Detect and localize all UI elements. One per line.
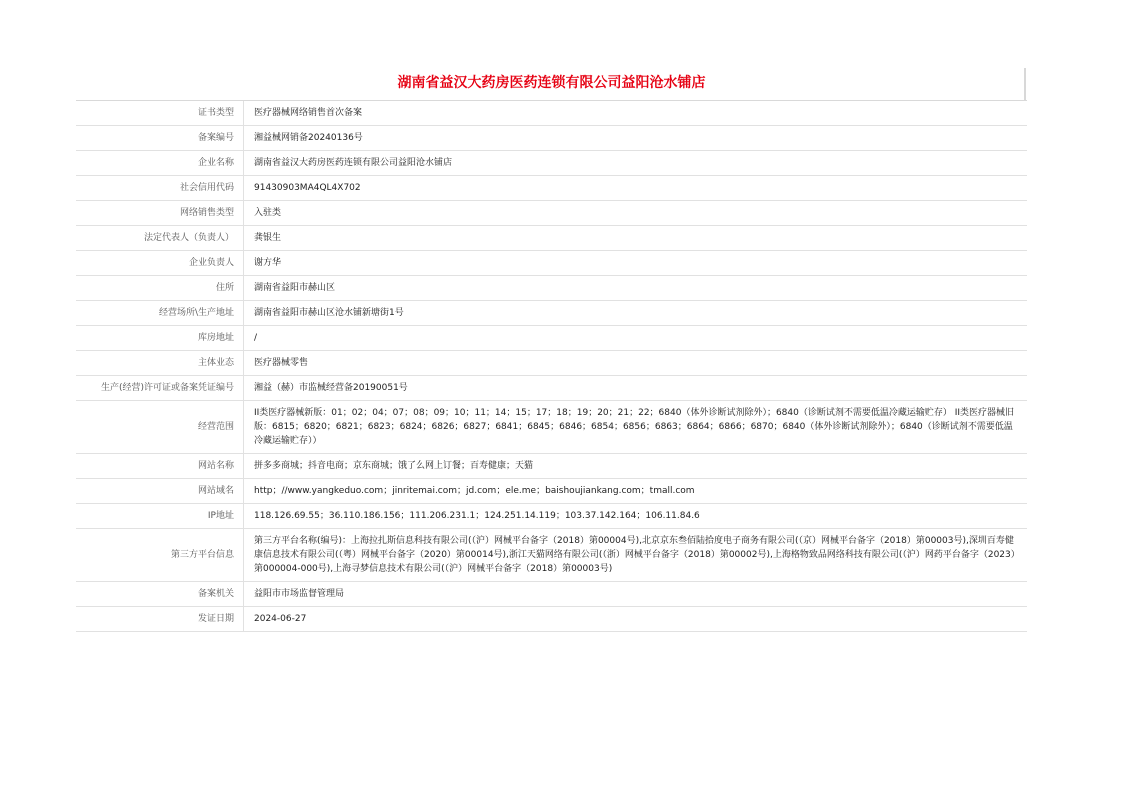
table-row: [76, 504, 1027, 529]
row-value: 118.126.69.55；36.110.186.156；111.206.231.1；124.251.14.119；103.37.142.164；106.11.84.6: [244, 504, 1028, 529]
row-value: 湖南省益阳市赫山区沧水铺新塘街1号: [244, 301, 1028, 326]
info-table: [76, 101, 1027, 632]
row-value: 谢方华: [244, 251, 1028, 276]
row-label: 发证日期: [76, 607, 244, 632]
row-value: 医疗器械网络销售首次备案: [244, 101, 1028, 126]
row-label: 主体业态: [76, 351, 244, 376]
row-label: 网站域名: [76, 479, 244, 504]
table-row: [76, 607, 1027, 632]
row-value: 医疗器械零售: [244, 351, 1028, 376]
row-label: 网站名称: [76, 454, 244, 479]
row-value: http；//www.yangkeduo.com；jinritemai.com；jd.com；ele.me；baishoujiankang.com；tmall.com: [244, 479, 1028, 504]
row-label: 住所: [76, 276, 244, 301]
row-label: 第三方平台信息: [76, 529, 244, 582]
row-label: 企业负责人: [76, 251, 244, 276]
row-label: 经营范围: [76, 401, 244, 454]
row-value: 入驻类: [244, 201, 1028, 226]
table-row: [76, 401, 1027, 454]
row-value: 湖南省益阳市赫山区: [244, 276, 1028, 301]
row-label: 库房地址: [76, 326, 244, 351]
row-value: 湘益（赫）市监械经营备20190051号: [244, 376, 1028, 401]
table-row: [76, 251, 1027, 276]
row-value: 2024-06-27: [244, 607, 1028, 632]
row-value: 拼多多商城；抖音电商；京东商城；饿了么网上订餐；百寿健康；天猫: [244, 454, 1028, 479]
row-label: 法定代表人（负责人）: [76, 226, 244, 251]
table-row: [76, 226, 1027, 251]
row-label: 证书类型: [76, 101, 244, 126]
scrollbar[interactable]: [1024, 68, 1026, 100]
table-row: [76, 151, 1027, 176]
table-row: [76, 301, 1027, 326]
row-value: 第三方平台名称(编号)：上海拉扎斯信息科技有限公司(（沪）网械平台备字（2018）第00004号),北京京东叁佰陆拾度电子商务有限公司(（京）网械平台备字（2018）第00003号),深圳百寿健康信息技术有限公司(（粤）网械平台备字（2020）第00014号),浙江天猫网络有限公司(（浙）网械平台备字（2018）第00002号),上海格物致品网络科技有限公司(（沪）网药平台备字（2023）第000004-000号),上海寻梦信息技术有限公司(（沪）网械平台备字（2018）第00003号): [244, 529, 1028, 582]
row-value: 91430903MA4QL4X702: [244, 176, 1028, 201]
table-row: [76, 376, 1027, 401]
table-row: [76, 201, 1027, 226]
table-row: [76, 479, 1027, 504]
table-row: [76, 351, 1027, 376]
row-value: II类医疗器械新版：01；02；04；07；08；09；10；11；14；15；17；18；19；20；21；22；6840（体外诊断试剂除外）；6840（诊断试剂不需要低温冷藏运输贮存） II类医疗器械旧版：6815；6820；6821；6823；6824；6826；6827；6841；6845；6846；6854；6856；6863；6864；6866；6870；6840（体外诊断试剂除外）；6840（诊断试剂不需要低温冷藏运输贮存））: [244, 401, 1028, 454]
row-value: 湖南省益汉大药房医药连锁有限公司益阳沧水铺店: [244, 151, 1028, 176]
table-row: [76, 326, 1027, 351]
table-row: [76, 126, 1027, 151]
row-label: IP地址: [76, 504, 244, 529]
row-value: /: [244, 326, 1028, 351]
row-value: 湘益械网销备20240136号: [244, 126, 1028, 151]
row-label: 经营场所\生产地址: [76, 301, 244, 326]
table-row: [76, 276, 1027, 301]
row-label: 生产(经营)许可证或备案凭证编号: [76, 376, 244, 401]
row-label: 社会信用代码: [76, 176, 244, 201]
row-label: 企业名称: [76, 151, 244, 176]
row-label: 备案机关: [76, 582, 244, 607]
page-title: 湖南省益汉大药房医药连锁有限公司益阳沧水铺店: [76, 68, 1027, 101]
row-value: 益阳市市场监督管理局: [244, 582, 1028, 607]
table-row: [76, 101, 1027, 126]
row-value: 龚银生: [244, 226, 1028, 251]
certificate-document: [76, 68, 1027, 632]
row-label: 备案编号: [76, 126, 244, 151]
table-row: [76, 529, 1027, 582]
table-row: [76, 176, 1027, 201]
table-row: [76, 454, 1027, 479]
table-row: [76, 582, 1027, 607]
row-label: 网络销售类型: [76, 201, 244, 226]
